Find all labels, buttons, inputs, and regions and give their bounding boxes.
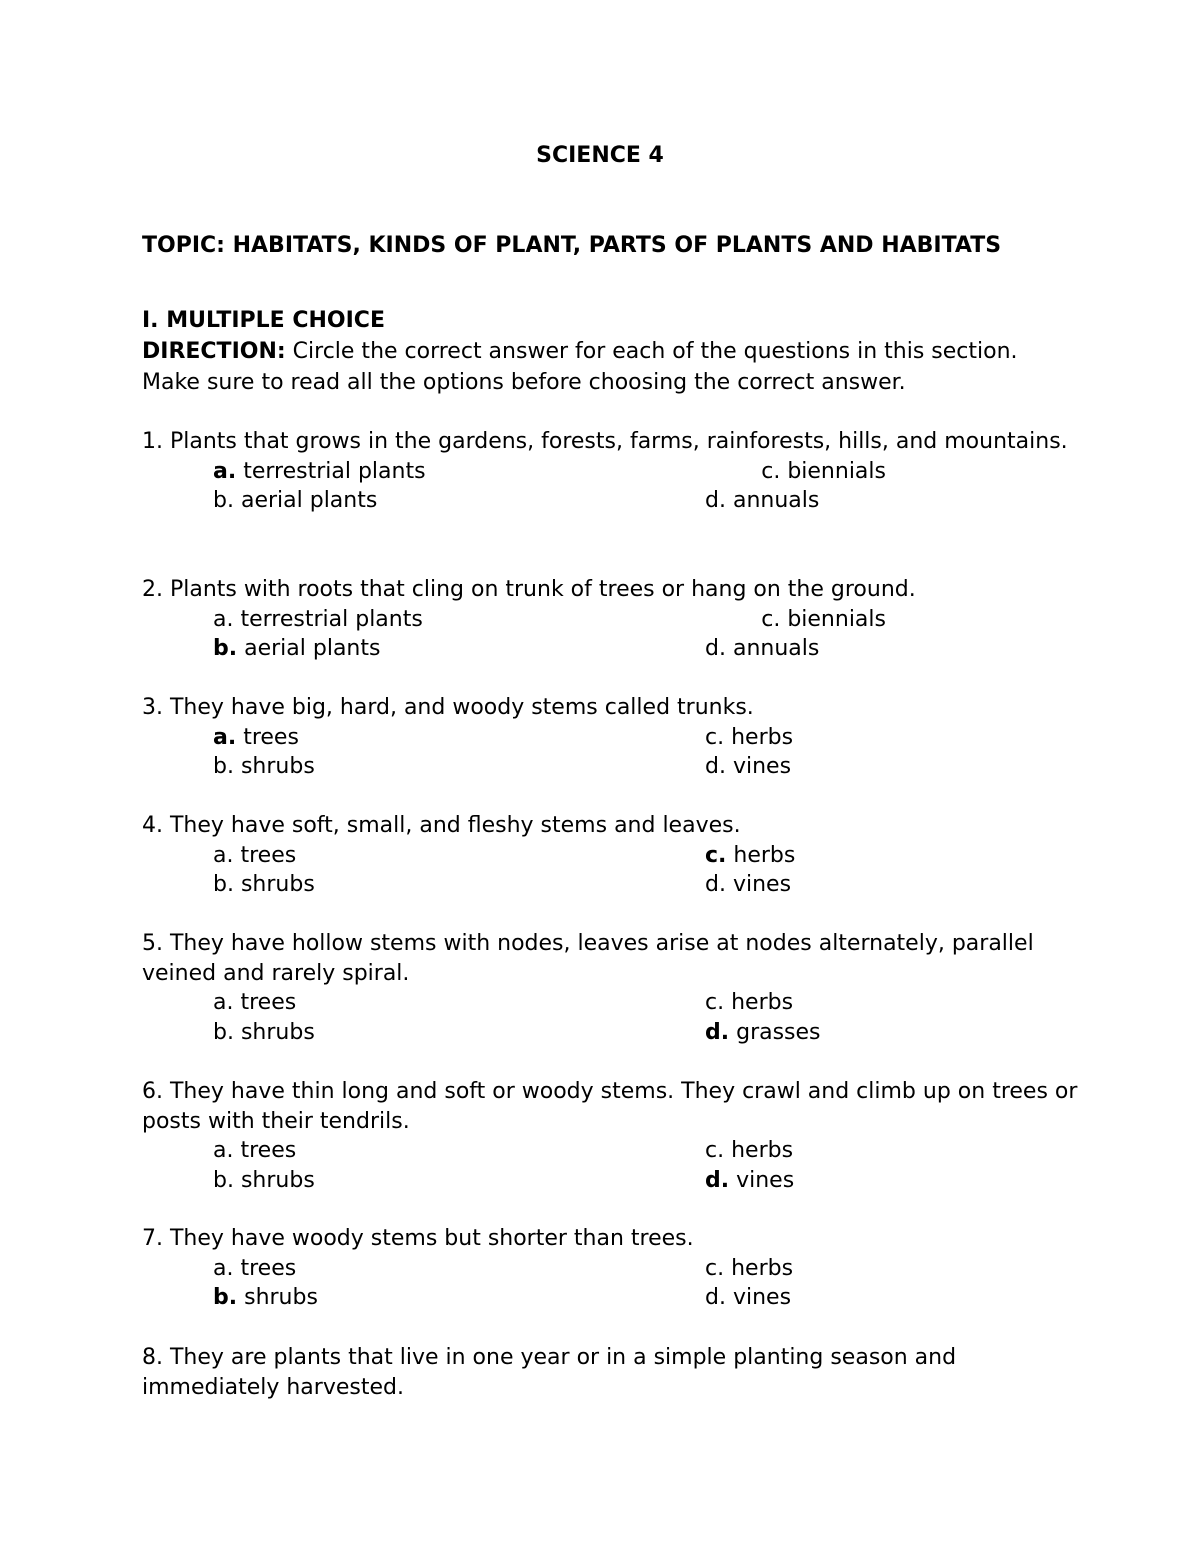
question-text: 8. They are plants that live in one year or in a simple planting season and immediately harvested. [142,1345,957,1400]
option-letter: b. [213,1167,234,1193]
option-letter: a. [213,1138,234,1164]
question-5 [142,929,1082,1047]
option-b[interactable] [213,1283,705,1313]
direction-text: Circle the correct answer for each of the questions in this section. Make sure to read all the options before choosing the correct answer. [142,339,1018,395]
option-letter: a. [213,842,234,868]
option-text: herbs [726,842,796,868]
question-2 [142,575,1082,664]
option-text: terrestrial plants [233,606,423,632]
direction-paragraph [142,336,1082,398]
option-c[interactable] [705,723,1035,753]
option-letter: b. [213,488,234,514]
option-row [142,486,1082,516]
option-b[interactable] [213,870,705,900]
option-text: herbs [724,1255,794,1281]
option-a[interactable] [213,1254,705,1284]
option-row [142,605,1082,635]
option-text: aerial plants [233,488,378,514]
option-d[interactable] [705,634,1035,664]
question-6 [142,1077,1082,1195]
option-a[interactable] [213,605,691,635]
option-c[interactable] [705,1136,1035,1166]
question-7 [142,1224,1082,1313]
option-letter: a. [213,990,234,1016]
option-c[interactable] [705,841,1035,871]
option-d[interactable] [705,1283,1035,1313]
option-letter: a. [213,606,234,632]
option-text: trees [233,842,297,868]
question-text: 3. They have big, hard, and woody stems called trunks. [142,695,754,720]
option-letter: c. [705,842,727,868]
question-text: 1. Plants that grows in the gardens, forests, farms, rainforests, hills, and mountains. [142,429,1068,454]
option-text: annuals [725,488,820,514]
option-c[interactable] [761,457,1082,487]
option-b[interactable] [213,1166,705,1196]
option-text: vines [725,754,792,780]
option-a[interactable] [213,723,705,753]
option-row [142,1166,1082,1196]
option-letter: b. [213,1285,238,1311]
option-letter: b. [213,636,238,662]
option-letter: d. [705,1167,730,1193]
option-b[interactable] [213,486,705,516]
option-row [142,841,1082,871]
option-letter: c. [705,1138,725,1164]
option-letter: c. [705,990,725,1016]
option-text: annuals [725,636,820,662]
option-row [142,870,1082,900]
option-row [142,723,1082,753]
option-d[interactable] [705,870,1035,900]
option-letter: a. [213,458,237,484]
option-d[interactable] [705,1166,1035,1196]
option-d[interactable] [705,486,1035,516]
option-text: trees [233,1255,297,1281]
option-letter: d. [705,1285,726,1311]
option-row [142,634,1082,664]
option-b[interactable] [213,752,705,782]
option-row [142,457,1082,487]
option-letter: b. [213,754,234,780]
question-3 [142,693,1082,782]
option-text: trees [236,724,299,750]
option-letter: c. [761,606,781,632]
option-row [142,1136,1082,1166]
option-text: terrestrial plants [236,458,426,484]
option-c[interactable] [761,605,1082,635]
option-text: shrubs [233,754,315,780]
question-8 [142,1343,1082,1402]
option-letter: b. [213,1019,234,1045]
question-text: 4. They have soft, small, and fleshy stems and leaves. [142,813,741,838]
question-text: 6. They have thin long and soft or woody stems. They crawl and climb up on trees or posts with their tendrils. [142,1079,1078,1134]
option-text: trees [233,990,297,1016]
option-text: vines [725,1285,792,1311]
option-row [142,1283,1082,1313]
option-letter: a. [213,724,237,750]
option-text: shrubs [233,1019,315,1045]
direction-label: DIRECTION: [142,339,286,364]
option-text: trees [233,1138,297,1164]
option-a[interactable] [213,457,691,487]
page-title: SCIENCE 4 [536,143,664,168]
option-text: herbs [724,990,794,1016]
question-text: 7. They have woody stems but shorter than trees. [142,1226,694,1251]
option-text: biennials [780,606,886,632]
option-letter: d. [705,488,726,514]
option-text: vines [729,1167,795,1193]
option-row [142,752,1082,782]
option-letter: d. [705,754,726,780]
option-c[interactable] [705,988,1035,1018]
option-c[interactable] [705,1254,1035,1284]
option-text: shrubs [233,1167,315,1193]
option-text: herbs [724,1138,794,1164]
option-text: herbs [724,724,794,750]
option-letter: d. [705,636,726,662]
option-letter: c. [705,724,725,750]
option-b[interactable] [213,634,705,664]
option-text: shrubs [233,872,315,898]
option-b[interactable] [213,1018,705,1048]
option-a[interactable] [213,841,705,871]
option-letter: c. [761,458,781,484]
option-letter: c. [705,1255,725,1281]
question-1 [142,427,1082,516]
option-row [142,988,1082,1018]
option-letter: d. [705,1019,730,1045]
question-text: 5. They have hollow stems with nodes, leaves arise at nodes alternately, parallel veined and rarely spiral. [142,931,1034,986]
option-d[interactable] [705,752,1035,782]
option-d[interactable] [705,1018,1035,1048]
option-letter: d. [705,872,726,898]
question-4 [142,811,1082,900]
option-a[interactable] [213,1136,705,1166]
option-text: vines [725,872,792,898]
option-text: grasses [729,1019,821,1045]
option-row [142,1254,1082,1284]
option-text: shrubs [237,1285,318,1311]
option-text: aerial plants [237,636,381,662]
section-heading: I. MULTIPLE CHOICE [142,308,385,333]
option-letter: a. [213,1255,234,1281]
option-text: biennials [780,458,886,484]
topic-heading: TOPIC: HABITATS, KINDS OF PLANT, PARTS OF PLANTS AND HABITATS [142,233,1002,258]
question-text: 2. Plants with roots that cling on trunk of trees or hang on the ground. [142,577,916,602]
option-letter: b. [213,872,234,898]
option-a[interactable] [213,988,705,1018]
option-row [142,1018,1082,1048]
